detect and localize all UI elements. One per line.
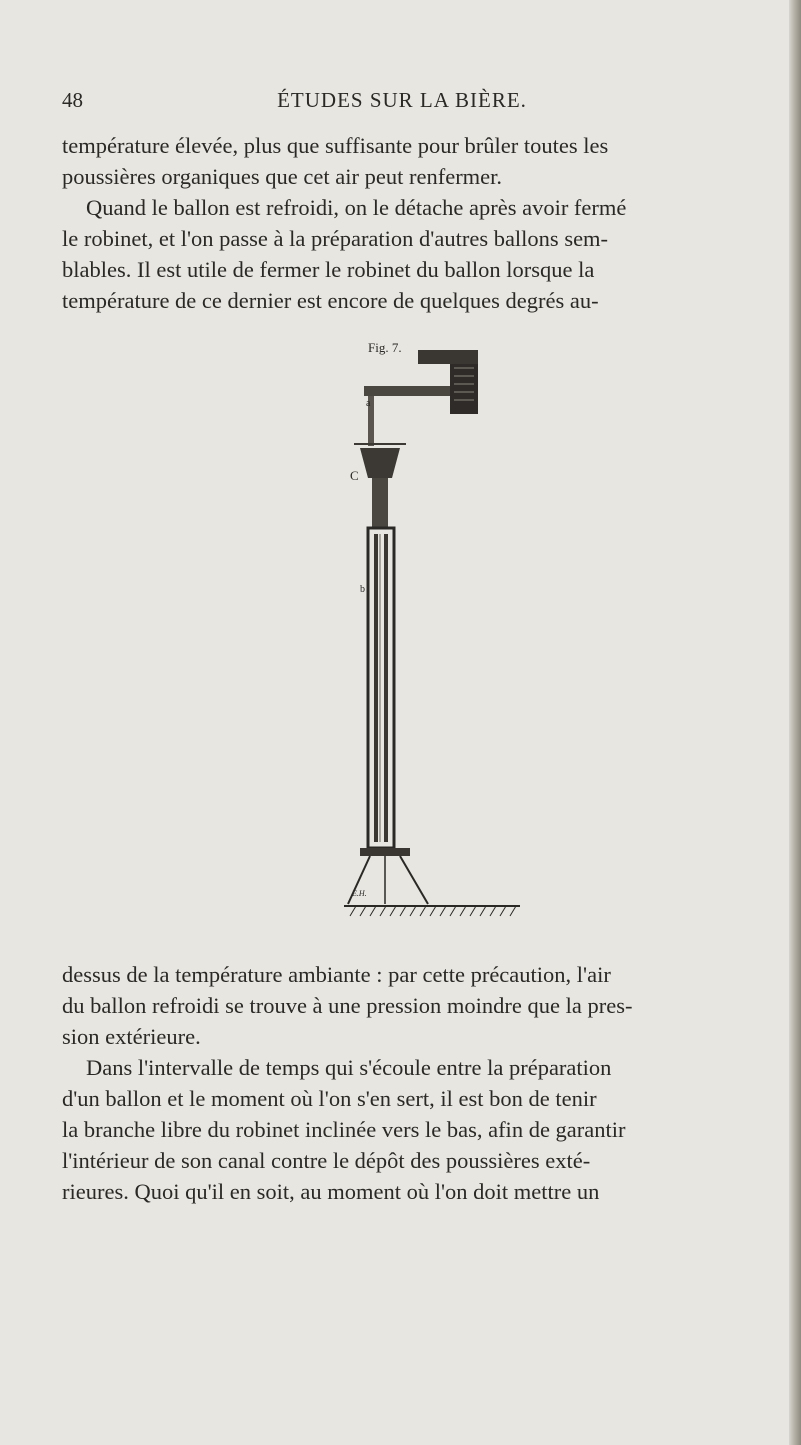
text-line: rieures. Quoi qu'il en soit, au moment où l'on doit mettre un bbox=[62, 1179, 600, 1204]
engraver-mark: E.H. bbox=[352, 889, 367, 898]
label-b: b bbox=[360, 584, 365, 595]
text-line: la branche libre du robinet inclinée vers le bas, afin de garantir bbox=[62, 1117, 626, 1142]
text-line: température de ce dernier est encore de quelques degrés au- bbox=[62, 288, 599, 313]
long-tube bbox=[368, 528, 394, 848]
robinet-arm bbox=[364, 386, 450, 396]
text-line: d'un ballon et le moment où l'on s'en sert, il est bon de tenir bbox=[62, 1086, 597, 1111]
page-header bbox=[62, 88, 742, 118]
page-number: 48 bbox=[62, 88, 83, 112]
text-line: le robinet, et l'on passe à la préparation d'autres ballons sem- bbox=[62, 226, 609, 251]
text-line: Quand le ballon est refroidi, on le détache après avoir fermé bbox=[86, 195, 627, 220]
base-collar bbox=[360, 848, 410, 856]
text-line: Dans l'intervalle de temps qui s'écoule entre la préparation bbox=[86, 1055, 612, 1080]
stopper bbox=[360, 448, 400, 478]
page-edge-shadow bbox=[789, 0, 801, 1445]
clamp-top bbox=[418, 350, 478, 364]
text-line: température élevée, plus que suffisante pour brûler toutes les bbox=[62, 133, 609, 158]
text-line: l'intérieur de son canal contre le dépôt des poussières exté- bbox=[62, 1148, 591, 1173]
figure-caption: Fig. 7. bbox=[368, 340, 402, 355]
text-line: du ballon refroidi se trouve à une pression moindre que la pres- bbox=[62, 993, 633, 1018]
apparatus-illustration bbox=[330, 348, 530, 918]
text-line: poussières organiques que cet air peut renfermer. bbox=[62, 164, 503, 189]
text-line: sion extérieure. bbox=[62, 1024, 201, 1049]
text-line: blables. Il est utile de fermer le robinet du ballon lorsque la bbox=[62, 257, 595, 282]
running-title: ÉTUDES SUR LA BIÈRE. bbox=[277, 88, 527, 112]
stand-leg bbox=[400, 856, 428, 904]
label-a: a bbox=[366, 398, 371, 409]
text-line: dessus de la température ambiante : par cette précaution, l'air bbox=[62, 962, 611, 987]
ground-hatching bbox=[350, 906, 516, 916]
tube-neck bbox=[372, 478, 388, 528]
label-c: C bbox=[350, 468, 359, 483]
clamp-block bbox=[450, 364, 478, 414]
